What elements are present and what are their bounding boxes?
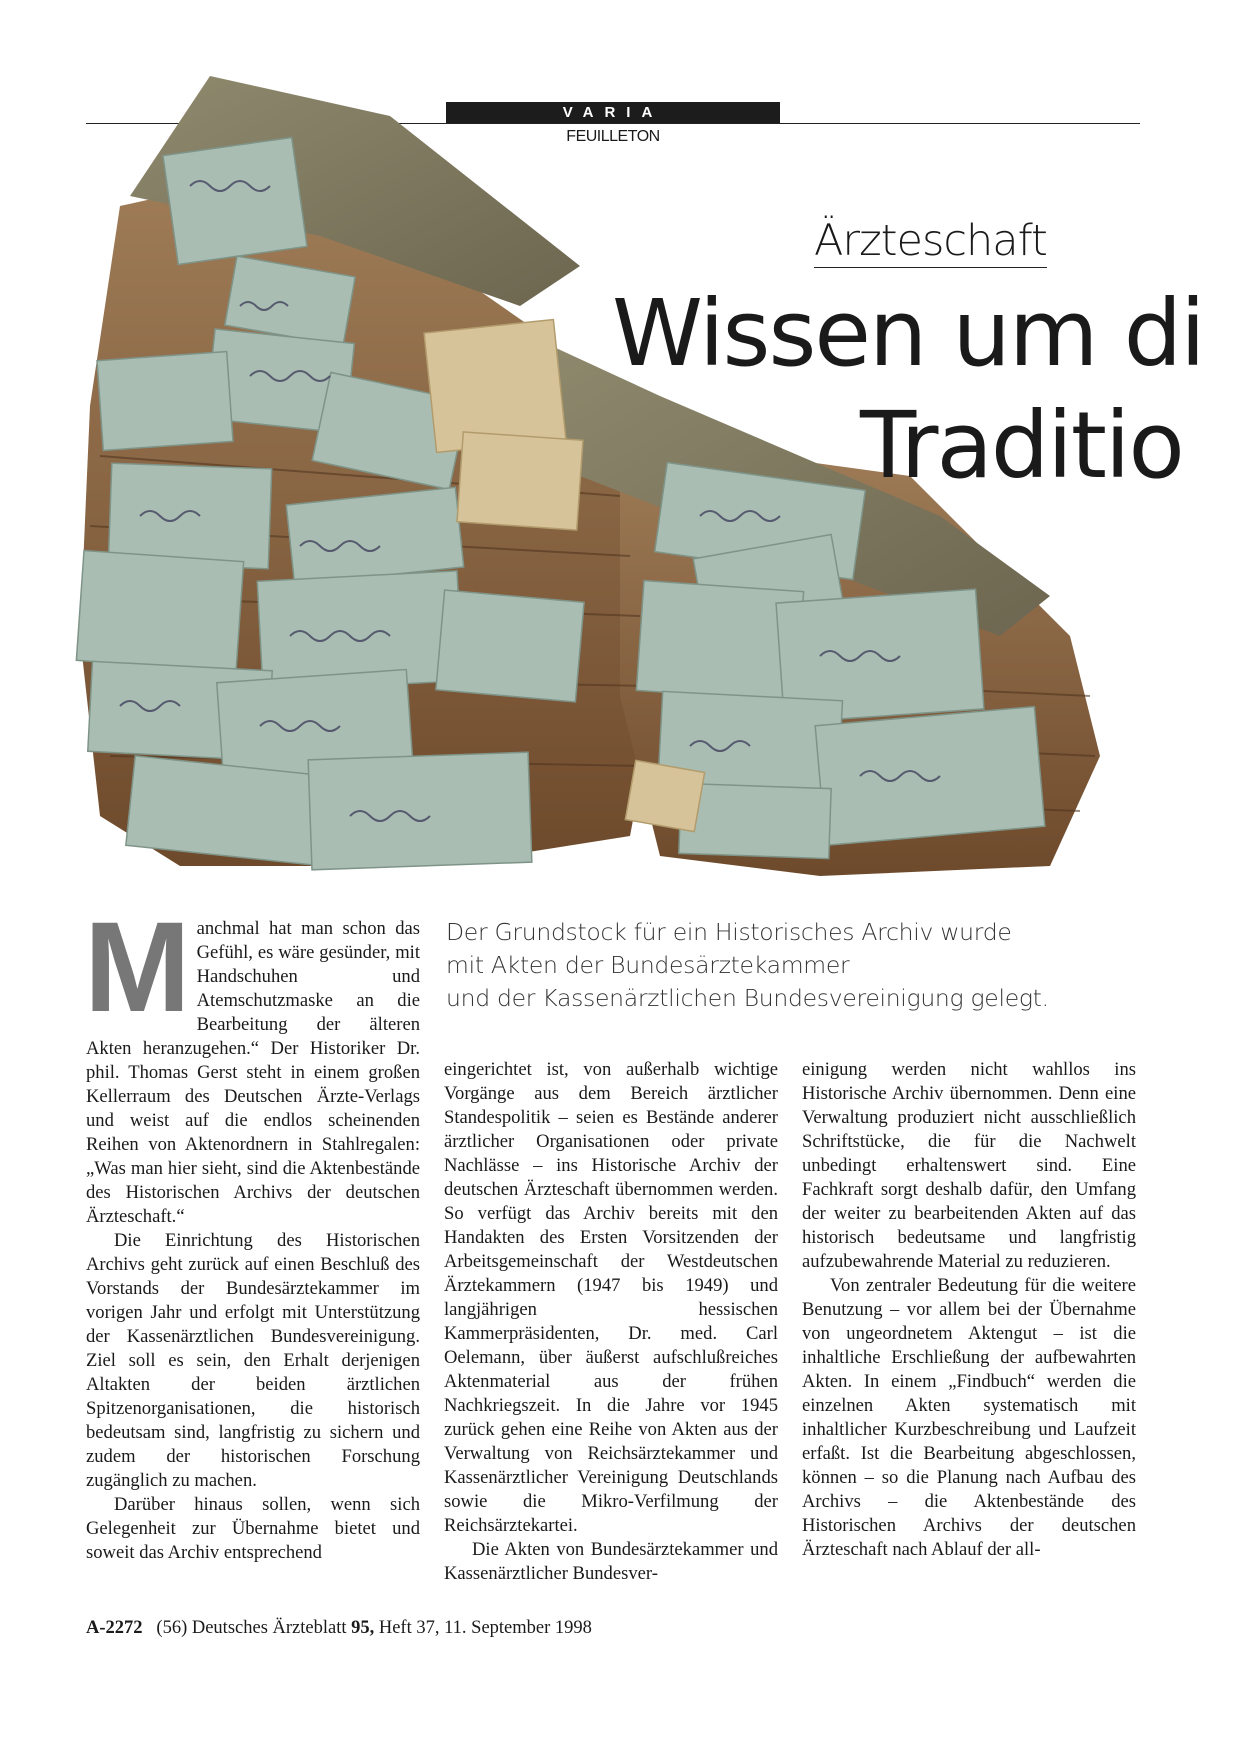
intro-line: und der Kassenärztlichen Bundesvereinigung gelegt. <box>446 984 1049 1012</box>
body-paragraph: Die Akten von Bundesärztekammer und Kassenärztlicher Bundesver- <box>444 1539 778 1584</box>
paragraph-text: anchmal hat man schon das Gefühl, es wäre gesünder, mit Handschuhen und Atemschutzmaske an die Bearbeitung der älteren Akten heranzugehen.“ Der Historiker Dr. phil. Thomas Gerst steht in einem großen Kellerraum des Deutschen Ärzte-Verlags und weist auf die endlos scheinenden Reihen von Aktenordnern in Stahlregalen: „Was man hier sieht, sind die Aktenbestände des Historischen Archivs der deutschen Ärzteschaft.“ <box>86 918 420 1227</box>
article-column-3 <box>802 1058 1136 1562</box>
headline-line-2: Traditio <box>860 392 1183 499</box>
headline-line-1: Wissen um di <box>612 280 1204 387</box>
kicker-title: Ärzteschaft <box>814 216 1047 266</box>
page-number: (56) <box>156 1618 188 1638</box>
subsection-label: FEUILLETON <box>566 128 660 145</box>
body-paragraph: Die Einrichtung des Historischen Archivs geht zurück auf einen Beschluß des Vorstands der Bundesärztekammer im vorigen Jahr und erfolgt mit Unterstützung der Kassenärztlichen Bundesvereinigung. Ziel soll es sein, den Erhalt derjenigen Altakten der beiden ärztlichen Spitzenorganisationen, die historisch bedeutsam sind, langfristig zu sichern und zudem der historischen Forschung zugänglich zu machen. <box>86 1230 420 1491</box>
body-paragraph: eingerichtet ist, von außerhalb wichtige Vorgänge aus dem Bereich ärztlicher Standespolitik – seien es Bestände anderer ärztlicher Organisationen oder private Nachlässe – ins Historische Archiv der deutschen Ärzteschaft übernommen werden. So verfügt das Archiv bereits mit den Handakten des Ersten Vorsitzenden der Arbeitsgemeinschaft der Westdeutschen Ärztekammern (1947 bis 1949) und langjährigen hessischen Kammerpräsidenten, Dr. med. Carl Oelemann, über äußerst aufschlußreiches Aktenmaterial aus der frühen Nachkriegszeit. In die Jahre vor 1945 zurück gehen eine Reihe von Akten aus der Verwaltung von Reichsärztekammer und Kassenärztlicher Vereinigung Deutschlands sowie die Mikro-Verfilmung der Reichsärztekartei. <box>444 1059 778 1536</box>
section-bar: VARIA <box>446 102 780 123</box>
article-column-1 <box>84 896 420 1565</box>
journal-volume: 95, <box>351 1618 375 1638</box>
body-paragraph: einigung werden nicht wahllos ins Historische Archiv übernommen. Denn eine Verwaltung produziert nicht ausschließlich Schriftstücke, die für die Nachwelt unbedingt erhaltenswert sind. Eine Fachkraft sorgt deshalb dafür, den Umfang der weiter zu bearbeitenden Akten auf das historisch bedeutsame und langfristig aufzubewahrende Material zu reduzieren. <box>802 1059 1136 1272</box>
intro-teaser <box>446 916 1096 1015</box>
body-paragraph: Darüber hinaus sollen, wenn sich Gelegenheit zur Übernahme bietet und soweit das Archiv entsprechend <box>86 1494 420 1563</box>
body-paragraph <box>84 896 420 1229</box>
article-column-2 <box>444 1058 778 1586</box>
journal-name: Deutsches Ärzteblatt <box>191 1618 347 1638</box>
issue-date: Heft 37, 11. September 1998 <box>378 1618 592 1638</box>
headline <box>612 278 1240 502</box>
page-footer <box>86 1618 592 1639</box>
drop-cap: M <box>84 896 191 1039</box>
body-paragraph: Von zentraler Bedeutung für die weitere Benutzung – vor allem bei der Übernahme von ungeordnetem Aktengut – ist die inhaltliche Erschließung der aufbewahrten Akten. In einem „Findbuch“ werden die einzelnen Akten systematisch mit inhaltlicher Kurzbeschreibung und Laufzeit erfaßt. Ist die Bearbeitung abgeschlossen, können – so die Planung nach Aufbau des Archivs – die Aktenbestände des Historischen Archivs der deutschen Ärzteschaft nach Ablauf der all- <box>802 1275 1136 1560</box>
intro-line: Der Grundstock für ein Historisches Archiv wurde <box>446 918 1012 946</box>
intro-line: mit Akten der Bundesärztekammer <box>446 951 850 979</box>
page-id: A-2272 <box>86 1618 143 1638</box>
